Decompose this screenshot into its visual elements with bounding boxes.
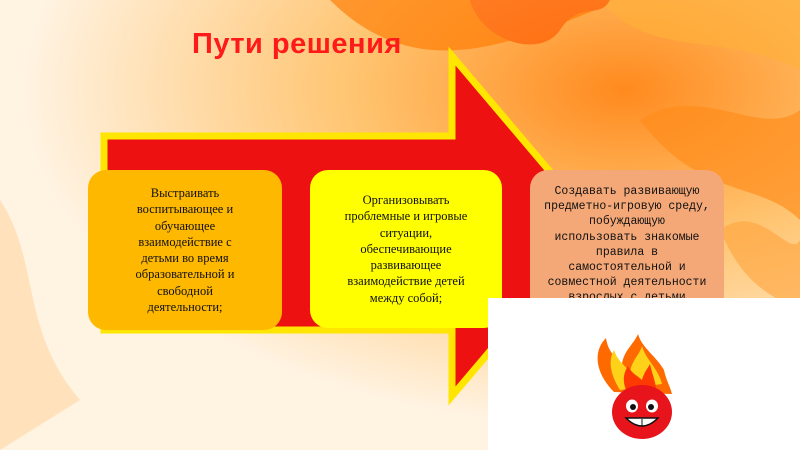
card-build-interaction	[88, 170, 282, 330]
flame-face-icon	[586, 334, 696, 444]
card-organize-situations	[310, 170, 502, 328]
card-text: Создавать развивающую предметно-игровую среду, побуждающую использовать знакомые правила в самостоятельной и совместной деятельности	[544, 185, 710, 290]
card-text: Организовывать проблемные и игровые ситуации, обеспечивающие развивающее взаимодействие детей между собой;	[344, 193, 468, 305]
slide-title: Пути решения	[192, 28, 402, 60]
card-text: Выстраивать воспитывающее и обучающее взаимодействие с детьми во время образовательной и свободной деятельности;	[135, 186, 235, 314]
